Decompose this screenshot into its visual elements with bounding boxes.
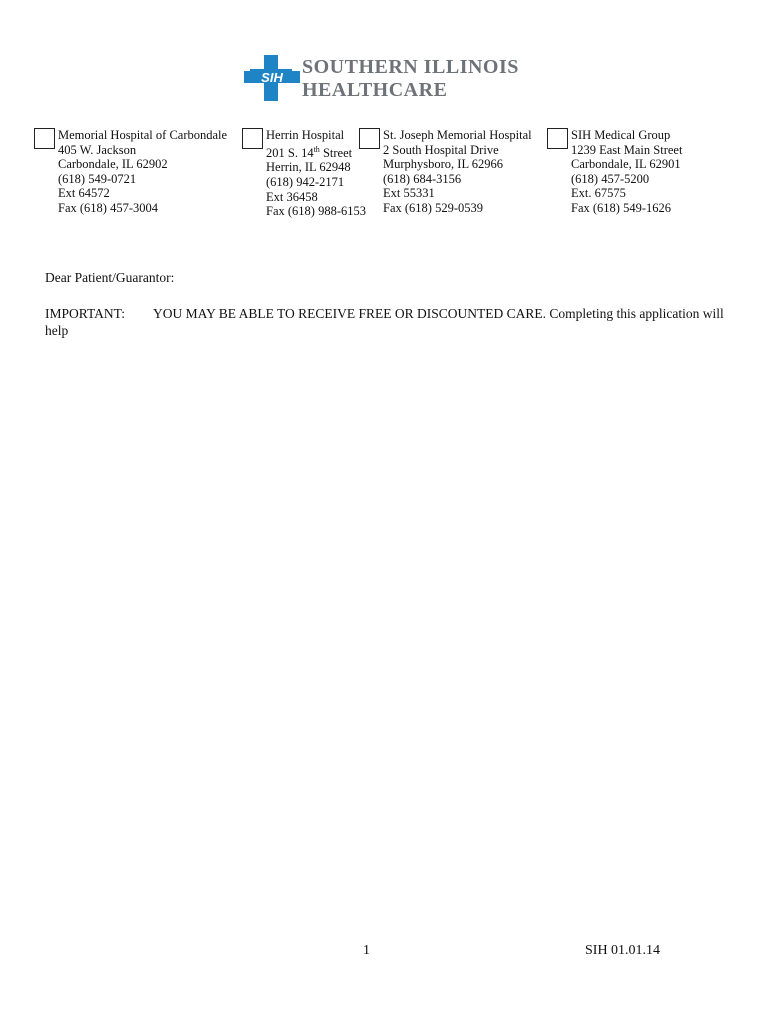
location-st-joseph: [383, 128, 532, 216]
location-city: Carbondale, IL 62901: [571, 157, 681, 172]
page-number: 1: [363, 943, 370, 958]
location-sih-medical-group: [571, 128, 682, 216]
location-city: Carbondale, IL 62902: [58, 157, 168, 172]
location-herrin: [266, 128, 366, 219]
location-phone: (618) 457-5200: [571, 171, 650, 186]
location-phone: (618) 942-2171: [266, 174, 345, 189]
location-address: 405 W. Jackson: [58, 142, 137, 157]
location-memorial-carbondale: [58, 128, 227, 216]
location-name: SIH Medical Group: [571, 128, 671, 142]
letter-greeting: Dear Patient/Guarantor:: [45, 270, 175, 285]
sih-logo: [244, 55, 534, 101]
form-code: SIH 01.01.14: [585, 943, 661, 958]
logo-line-2: HEALTHCARE: [302, 79, 448, 101]
sih-cross-logo-icon: [244, 55, 300, 101]
location-ext: Ext 64572: [58, 186, 110, 201]
address-ordinal: th: [313, 144, 320, 154]
location-ext: Ext 36458: [266, 189, 318, 204]
important-label: IMPORTANT:: [45, 306, 125, 321]
location-fax: Fax (618) 529-0539: [383, 200, 483, 215]
location-city: Herrin, IL 62948: [266, 160, 351, 175]
location-fax: Fax (618) 988-6153: [266, 204, 366, 219]
location-checkbox-sih-medical[interactable]: [547, 128, 568, 149]
location-address: [266, 143, 366, 161]
location-name: Herrin Hospital: [266, 128, 345, 142]
address-number: 201 S. 14: [266, 145, 314, 160]
important-text: YOU MAY BE ABLE TO RECEIVE FREE OR DISCOUNTED CARE. Completing this application will help: [45, 306, 724, 338]
important-notice: [45, 305, 735, 339]
location-ext: Ext. 67575: [571, 186, 626, 201]
location-address: 1239 East Main Street: [571, 142, 683, 157]
location-checkbox-memorial[interactable]: [34, 128, 55, 149]
logo-mark-text: SIH: [261, 70, 283, 85]
location-fax: Fax (618) 457-3004: [58, 200, 158, 215]
location-address: 2 South Hospital Drive: [383, 142, 499, 157]
logo-line-1: SOUTHERN ILLINOIS: [302, 56, 519, 78]
location-checkbox-herrin[interactable]: [242, 128, 263, 149]
location-checkbox-st-joseph[interactable]: [359, 128, 380, 149]
location-name: St. Joseph Memorial Hospital: [383, 128, 532, 142]
address-street: Street: [319, 145, 353, 160]
location-ext: Ext 55331: [383, 186, 435, 201]
location-phone: (618) 549-0721: [58, 171, 137, 186]
location-fax: Fax (618) 549-1626: [571, 200, 671, 215]
location-city: Murphysboro, IL 62966: [383, 157, 504, 172]
location-phone: (618) 684-3156: [383, 171, 462, 186]
location-name: Memorial Hospital of Carbondale: [58, 128, 228, 142]
